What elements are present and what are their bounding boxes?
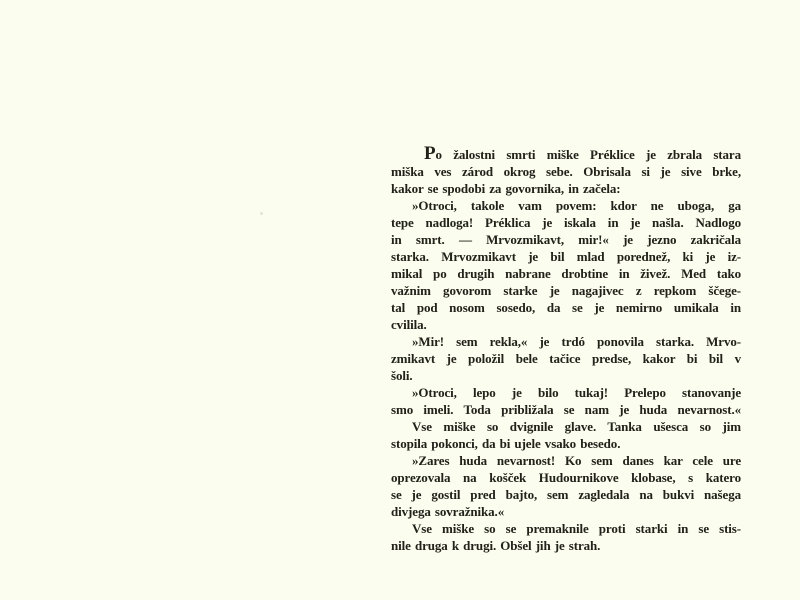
text-line: tal pod nosom sosedo, da se je nemirno umikala in	[391, 300, 741, 315]
text-block	[391, 143, 741, 554]
text-line: Vse miške so dvignile glave. Tanka ušesca so jim	[412, 419, 741, 434]
text-line: miška ves zárod okrog sebe. Obrisala si je sive brke,	[391, 164, 741, 179]
text-line: cvilila.	[391, 317, 427, 332]
text-line: in smrt. — Mrvozmikavt, mir!« je jezno zakričala	[391, 232, 741, 247]
text-line: nile druga k drugi. Obšel jih je strah.	[391, 538, 601, 553]
text-line: »Otroci, takole vam povem: kdor ne uboga, ga	[412, 198, 741, 213]
text-line: zmikavt je položil bele tačice predse, kakor bi bil v	[391, 351, 741, 366]
text-line: šoli.	[391, 368, 413, 383]
text-line: oprezovala na košček Hudournikove klobase, s katero	[391, 470, 741, 485]
text-line: »Otroci, lepo je bilo tukaj! Prelepo stanovanje	[412, 385, 741, 400]
text-line: starka. Mrvozmikavt je bil mlad porednež, ki je iz-	[391, 249, 741, 264]
text-line: Po žalostni smrti miške Préklice je zbrala stara	[424, 143, 741, 164]
text-line: mikal po drugih nabrane drobtine in živež. Med tako	[391, 266, 741, 281]
text-line: se je gostil pred bajto, sem zagledala na bukvi našega	[391, 487, 741, 502]
scan-speck	[260, 212, 263, 215]
text-line: stopila pokonci, da bi ujele vsako besedo.	[391, 436, 621, 451]
text-line: smo imeli. Toda približala se nam je huda nevarnost.«	[391, 402, 741, 417]
text-line: divjega sovražnika.«	[391, 504, 505, 519]
text-line: tepe nadloga! Préklica je iskala in je našla. Nadlogo	[391, 215, 741, 230]
text-line: »Zares huda nevarnost! Ko sem danes kar cele ure	[412, 453, 741, 468]
text-line: »Mir! sem rekla,« je trdó ponovila starka. Mrvo-	[412, 334, 741, 349]
text-line: kakor se spodobi za govornika, in začela:	[391, 181, 621, 196]
text-line: važnim govorom starke je nagajivec z repkom ščege-	[391, 283, 741, 298]
text-line: Vse miške so se premaknile proti starki in se stis-	[412, 521, 741, 536]
